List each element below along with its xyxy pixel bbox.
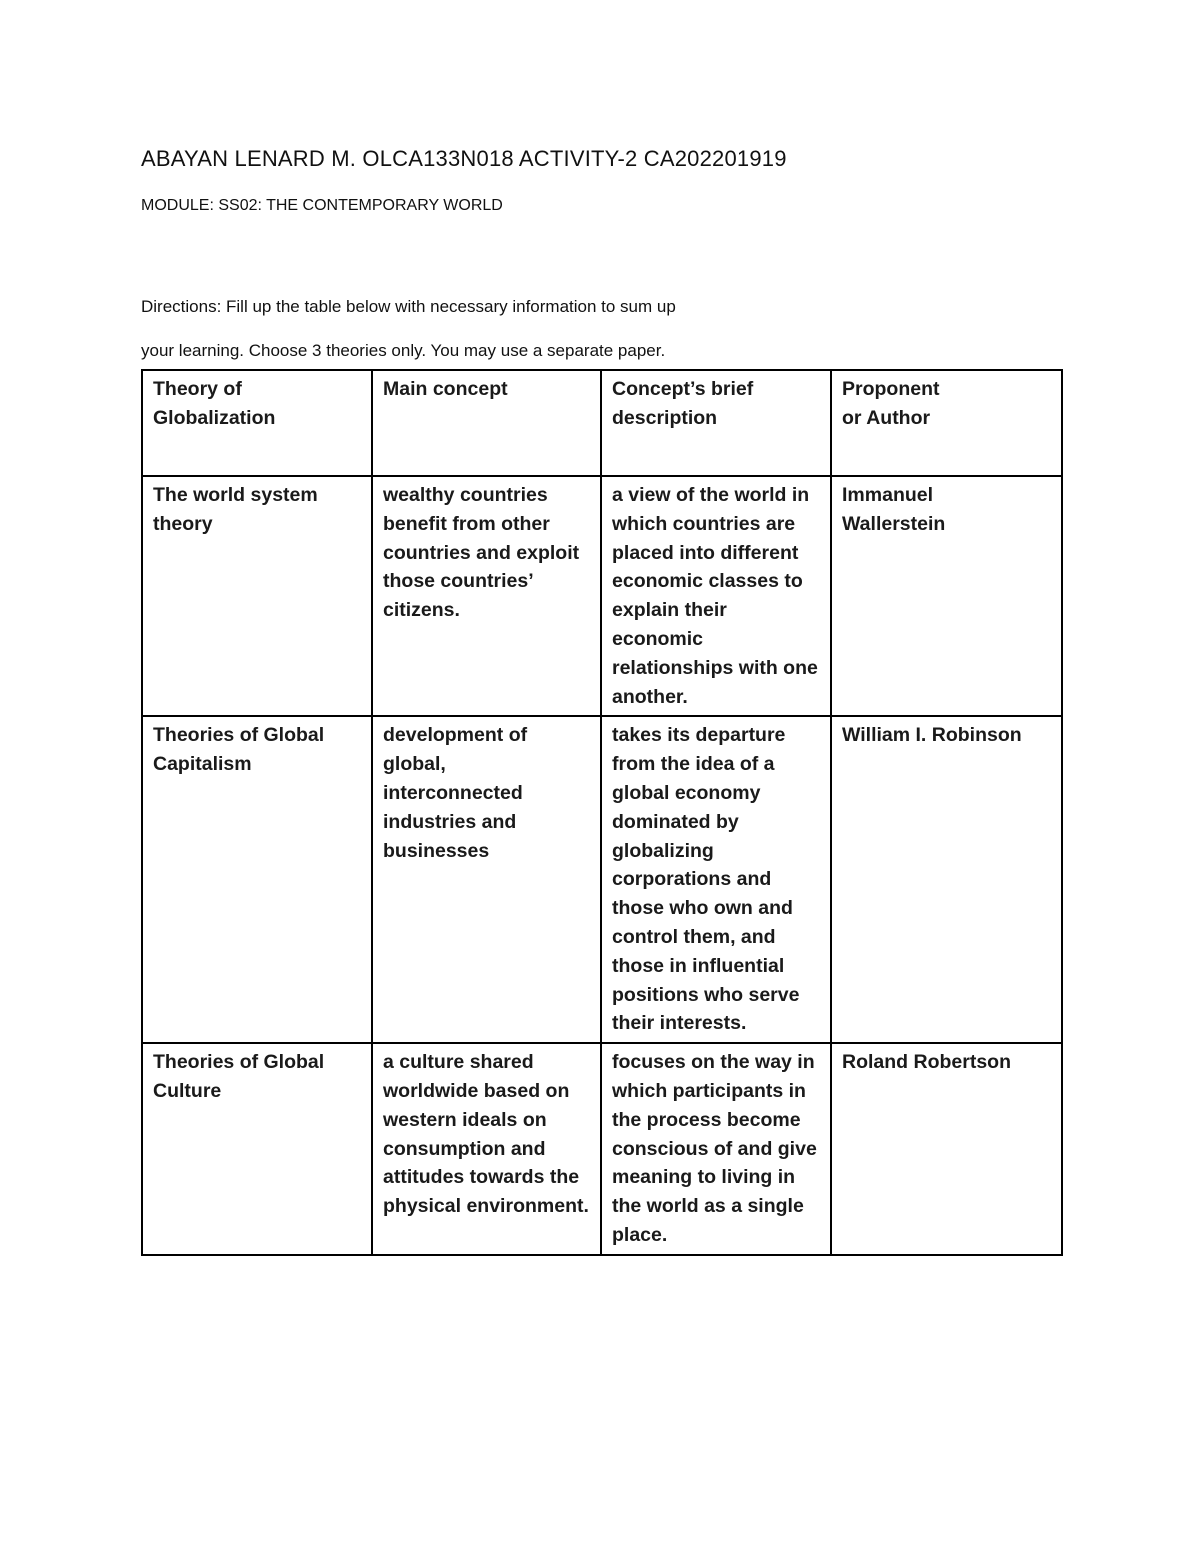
cell-main-concept: wealthy countries benefit from other countries and exploit those countries’ citizens.	[372, 476, 601, 716]
cell-description: focuses on the way in which participants in the process become conscious of and give meaning to living in the world as a single place.	[601, 1043, 831, 1255]
header-description: Concept’s brief description	[601, 370, 831, 476]
header-proponent: Proponent or Author	[831, 370, 1062, 476]
table-header-row	[142, 370, 1062, 476]
cell-main-concept: development of global, interconnected industries and businesses	[372, 716, 601, 1043]
cell-theory: The world system theory	[142, 476, 372, 716]
table-row	[142, 476, 1062, 716]
header-main-concept: Main concept	[372, 370, 601, 476]
table-row	[142, 716, 1062, 1043]
document-title: ABAYAN LENARD M. OLCA133N018 ACTIVITY-2 CA202201919	[141, 146, 787, 171]
directions-line-1: Directions: Fill up the table below with necessary information to sum up	[141, 297, 676, 316]
cell-theory: Theories of Global Culture	[142, 1043, 372, 1255]
cell-theory: Theories of Global Capitalism	[142, 716, 372, 1043]
cell-proponent: William I. Robinson	[831, 716, 1062, 1043]
directions-line-2: your learning. Choose 3 theories only. You may use a separate paper.	[141, 341, 666, 360]
cell-proponent: Roland Robertson	[831, 1043, 1062, 1255]
cell-description: takes its departure from the idea of a global economy dominated by globalizing corporations and those who own and control them, and those in influential positions who serve their interests.	[601, 716, 831, 1043]
cell-main-concept: a culture shared worldwide based on western ideals on consumption and attitudes towards the physical environment.	[372, 1043, 601, 1255]
cell-proponent: Immanuel Wallerstein	[831, 476, 1062, 716]
header-theory: Theory of Globalization	[142, 370, 372, 476]
module-line: MODULE: SS02: THE CONTEMPORARY WORLD	[141, 197, 503, 214]
theories-table	[141, 369, 1063, 1256]
directions	[141, 285, 1041, 373]
cell-description: a view of the world in which countries are placed into different economic classes to explain their economic relationships with one another.	[601, 476, 831, 716]
table-row	[142, 1043, 1062, 1255]
